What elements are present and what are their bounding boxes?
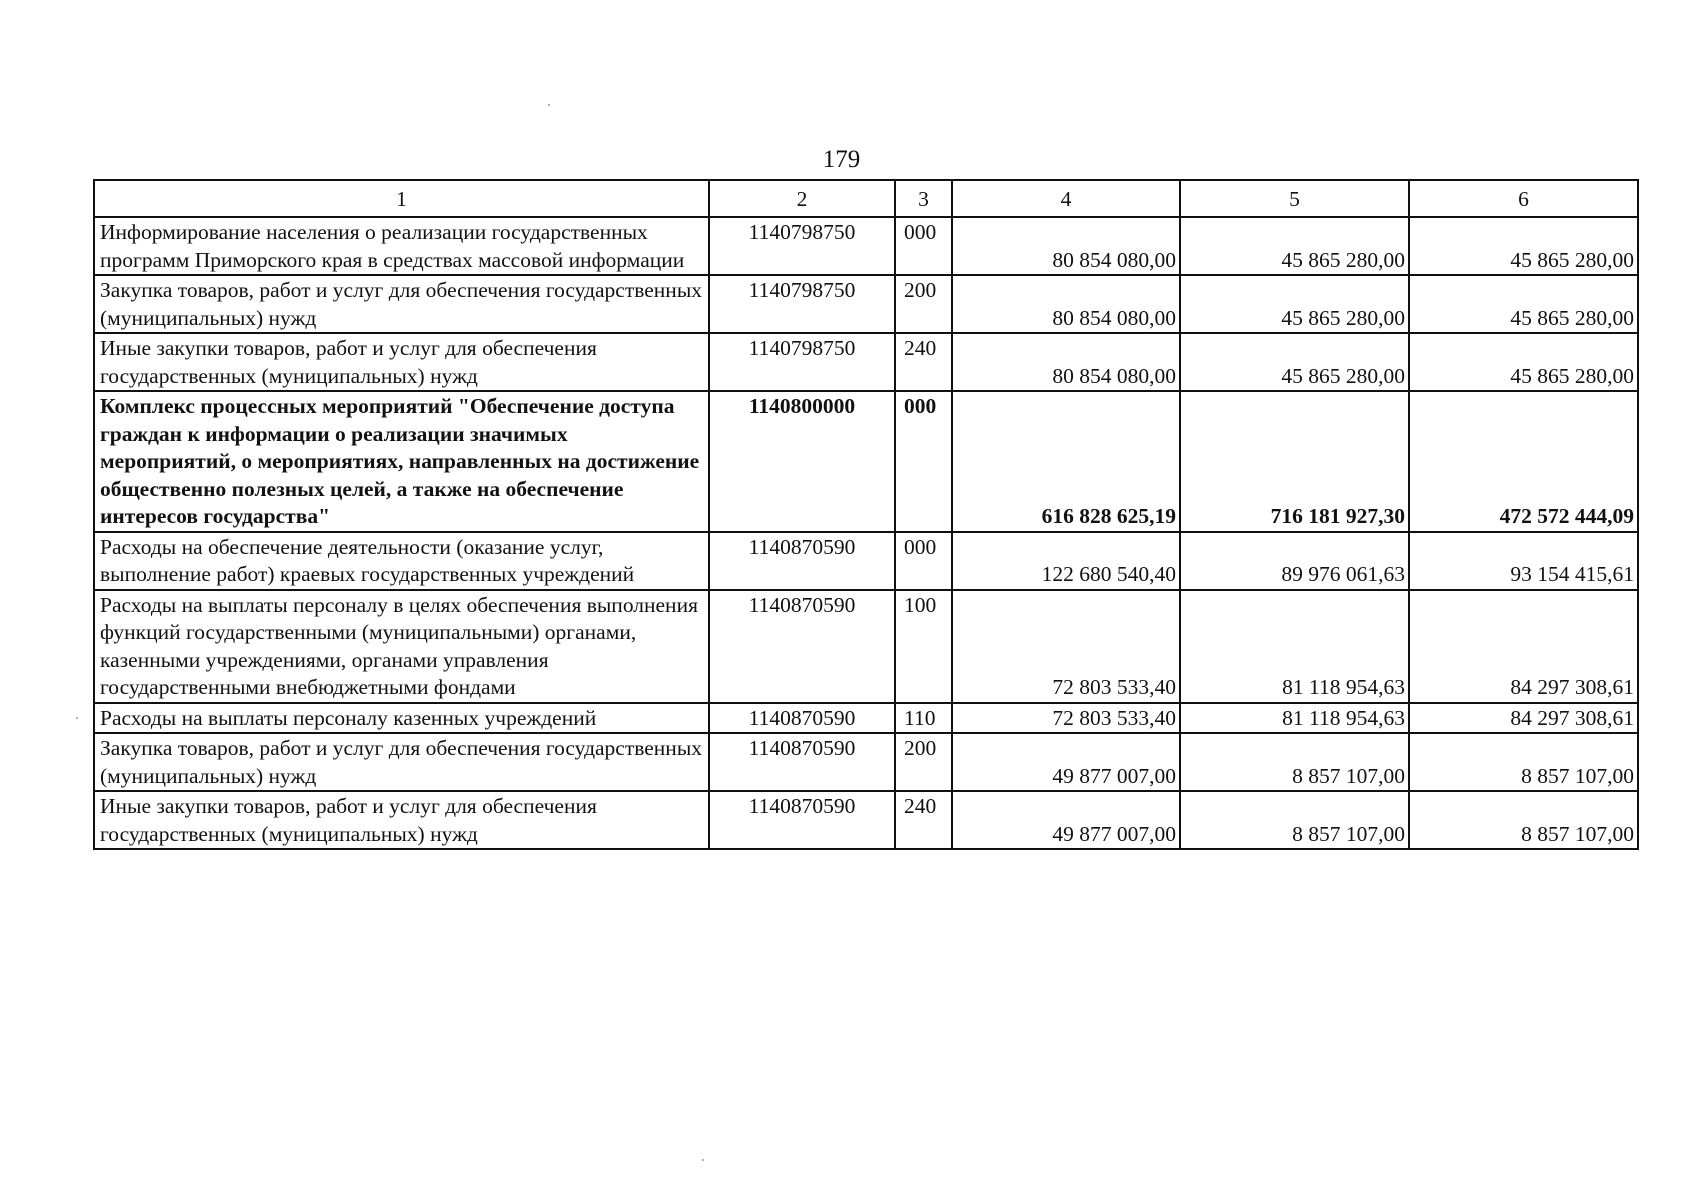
amount-column-4: 122 680 540,40 <box>952 532 1180 590</box>
expense-name: Закупка товаров, работ и услуг для обеспечения государственных (муниципальных) нужд <box>94 733 709 791</box>
amount-column-4: 80 854 080,00 <box>952 333 1180 391</box>
amount-column-5: 716 181 927,30 <box>1180 391 1409 532</box>
target-article-code: 1140870590 <box>709 733 895 791</box>
amount-column-4: 72 803 533,40 <box>952 590 1180 703</box>
target-article-code: 1140870590 <box>709 590 895 703</box>
target-article-code: 1140870590 <box>709 532 895 590</box>
amount-column-5: 45 865 280,00 <box>1180 217 1409 275</box>
expense-type-code: 240 <box>895 791 952 849</box>
budget-table <box>93 179 1639 850</box>
expense-type-code: 110 <box>895 703 952 734</box>
expense-type-code: 000 <box>895 532 952 590</box>
target-article-code: 1140798750 <box>709 217 895 275</box>
expense-type-code: 100 <box>895 590 952 703</box>
expense-name: Информирование населения о реализации государственных программ Приморского края в средствах массовой информации <box>94 217 709 275</box>
table-row <box>94 217 1638 275</box>
target-article-code: 1140870590 <box>709 703 895 734</box>
amount-column-5: 45 865 280,00 <box>1180 333 1409 391</box>
table-row <box>94 532 1638 590</box>
expense-name: Расходы на обеспечение деятельности (оказание услуг, выполнение работ) краевых государственных учреждений <box>94 532 709 590</box>
amount-column-4: 49 877 007,00 <box>952 733 1180 791</box>
expense-type-code: 200 <box>895 275 952 333</box>
column-header-5: 5 <box>1180 180 1409 217</box>
column-header-4: 4 <box>952 180 1180 217</box>
expense-name: Иные закупки товаров, работ и услуг для обеспечения государственных (муниципальных) нужд <box>94 791 709 849</box>
column-header-2: 2 <box>709 180 895 217</box>
amount-column-4: 72 803 533,40 <box>952 703 1180 734</box>
expense-name: Закупка товаров, работ и услуг для обеспечения государственных (муниципальных) нужд <box>94 275 709 333</box>
amount-column-6: 93 154 415,61 <box>1409 532 1638 590</box>
expense-type-code: 000 <box>895 391 952 532</box>
expense-name: Расходы на выплаты персоналу в целях обеспечения выполнения функций государственными (муниципальными) органами, казенными учреждениями, органами управления государственными внебюджетными фондами <box>94 590 709 703</box>
amount-column-6: 8 857 107,00 <box>1409 733 1638 791</box>
expense-type-code: 200 <box>895 733 952 791</box>
amount-column-5: 81 118 954,63 <box>1180 703 1409 734</box>
table-row <box>94 703 1638 734</box>
amount-column-6: 84 297 308,61 <box>1409 703 1638 734</box>
amount-column-4: 80 854 080,00 <box>952 217 1180 275</box>
expense-type-code: 240 <box>895 333 952 391</box>
table-header-row <box>94 180 1638 217</box>
amount-column-4: 49 877 007,00 <box>952 791 1180 849</box>
target-article-code: 1140798750 <box>709 275 895 333</box>
amount-column-6: 8 857 107,00 <box>1409 791 1638 849</box>
target-article-code: 1140870590 <box>709 791 895 849</box>
target-article-code: 1140798750 <box>709 333 895 391</box>
column-header-6: 6 <box>1409 180 1638 217</box>
column-header-3: 3 <box>895 180 952 217</box>
table-row <box>94 733 1638 791</box>
amount-column-6: 45 865 280,00 <box>1409 217 1638 275</box>
amount-column-4: 80 854 080,00 <box>952 275 1180 333</box>
scan-speck <box>548 104 550 106</box>
page-number: 179 <box>822 146 861 173</box>
table-row <box>94 590 1638 703</box>
amount-column-6: 45 865 280,00 <box>1409 333 1638 391</box>
expense-name: Комплекс процессных мероприятий "Обеспечение доступа граждан к информации о реализации значимых мероприятий, о мероприятиях, направленных на достижение общественно полезных целей, а также на обеспечение интересов государства" <box>94 391 709 532</box>
expense-name: Иные закупки товаров, работ и услуг для обеспечения государственных (муниципальных) нужд <box>94 333 709 391</box>
table-row <box>94 333 1638 391</box>
table-row <box>94 791 1638 849</box>
amount-column-5: 45 865 280,00 <box>1180 275 1409 333</box>
amount-column-5: 81 118 954,63 <box>1180 590 1409 703</box>
amount-column-5: 8 857 107,00 <box>1180 791 1409 849</box>
column-header-1: 1 <box>94 180 709 217</box>
amount-column-5: 89 976 061,63 <box>1180 532 1409 590</box>
amount-column-6: 45 865 280,00 <box>1409 275 1638 333</box>
table-row-section-total <box>94 391 1638 532</box>
amount-column-6: 84 297 308,61 <box>1409 590 1638 703</box>
amount-column-5: 8 857 107,00 <box>1180 733 1409 791</box>
amount-column-6: 472 572 444,09 <box>1409 391 1638 532</box>
expense-name: Расходы на выплаты персоналу казенных учреждений <box>94 703 709 734</box>
amount-column-4: 616 828 625,19 <box>952 391 1180 532</box>
table-row <box>94 275 1638 333</box>
target-article-code: 1140800000 <box>709 391 895 532</box>
scan-speck <box>702 1159 704 1161</box>
scan-speck <box>76 717 78 719</box>
expense-type-code: 000 <box>895 217 952 275</box>
